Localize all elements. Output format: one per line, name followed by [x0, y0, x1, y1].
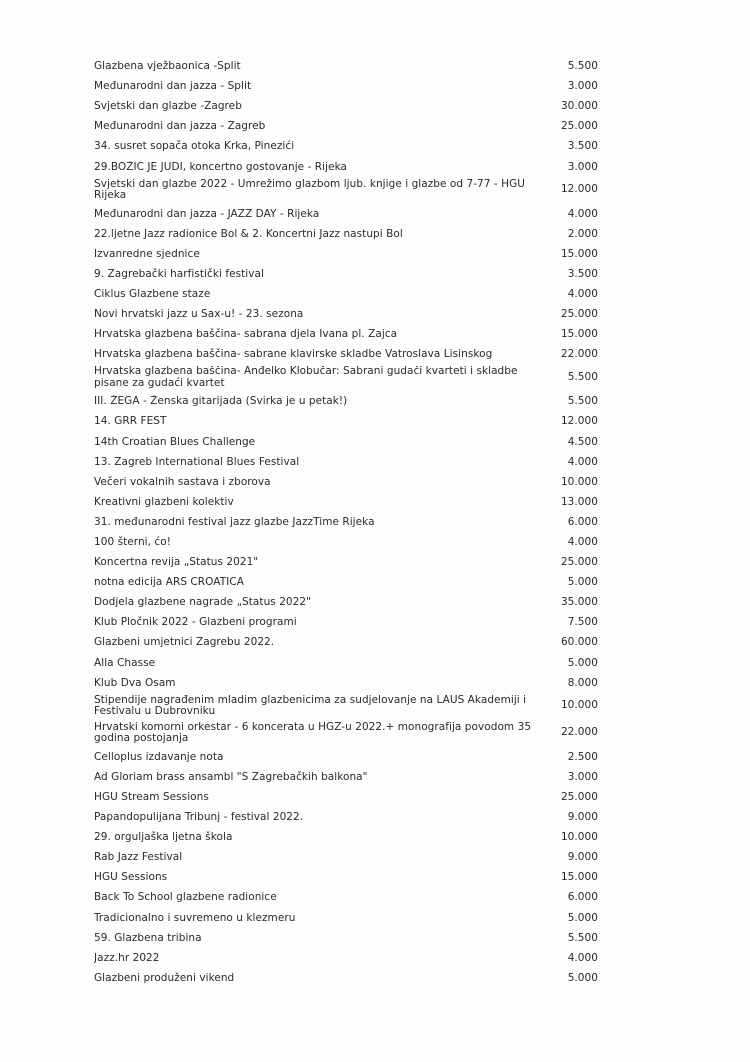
program-title: notna edicija ARS CROATICA: [94, 576, 244, 589]
list-row: [94, 324, 598, 344]
program-title: 59. Glazbena tribina: [94, 931, 202, 944]
program-title: Glazbeni umjetnici Zagrebu 2022.: [94, 636, 275, 649]
list-row: [94, 284, 598, 304]
list-row: [94, 512, 598, 532]
program-title: 100 šterni, ćo!: [94, 536, 171, 549]
program-amount: 25.000: [560, 790, 598, 803]
program-title: Jazz.hr 2022: [94, 951, 160, 964]
program-amount: 5.000: [567, 656, 598, 669]
program-amount: 4.000: [567, 287, 598, 300]
list-row: [94, 693, 598, 720]
program-title: Novi hrvatski jazz u Sax-u! - 23. sezona: [94, 308, 304, 321]
list-row: [94, 177, 598, 204]
program-title: Večeri vokalnih sastava i zborova: [94, 475, 271, 488]
list-row: [94, 867, 598, 887]
list-row: [94, 364, 598, 391]
program-title: Hrvatska glazbena baščina- sabrana djela Ivana pl. Zajca: [94, 328, 398, 341]
list-row: [94, 968, 598, 988]
list-row: [94, 767, 598, 787]
list-row: [94, 653, 598, 673]
program-amount: 5.000: [567, 576, 598, 589]
list-row: [94, 391, 598, 411]
list-row: [94, 887, 598, 907]
program-title: Klub Dva Osam: [94, 676, 176, 689]
program-amount: 3.000: [567, 770, 598, 783]
program-amount: 3.000: [567, 160, 598, 173]
program-amount: 6.000: [567, 891, 598, 904]
program-amount: 4.000: [567, 951, 598, 964]
program-amount: 22.000: [560, 726, 598, 739]
program-amount: 7.500: [567, 616, 598, 629]
list-row: [94, 948, 598, 968]
list-row: [94, 592, 598, 612]
program-amount: 30.000: [560, 100, 598, 113]
list-row: [94, 76, 598, 96]
program-title: Svjetski dan glazbe 2022 - Umrežimo glazbom ljub. knjige i glazbe od 7-77 - HGU Rijeka: [94, 178, 526, 202]
program-amount: 9.000: [567, 851, 598, 864]
program-amount: 13.000: [560, 495, 598, 508]
program-amount: 15.000: [560, 247, 598, 260]
list-row: [94, 432, 598, 452]
program-amount: 15.000: [560, 328, 598, 341]
program-amount: 5.500: [567, 60, 598, 73]
program-title: Međunarodni dan jazza - Split: [94, 80, 252, 93]
program-amount: 5.000: [567, 911, 598, 924]
list-row: [94, 492, 598, 512]
program-title: 14. GRR FEST: [94, 415, 167, 428]
program-amount: 25.000: [560, 556, 598, 569]
list-row: [94, 452, 598, 472]
list-row: [94, 224, 598, 244]
program-title: Papandopulijana Tribunj - festival 2022.: [94, 811, 304, 824]
list-row: [94, 612, 598, 632]
program-title: Klub Pločnik 2022 - Glazbeni programi: [94, 616, 297, 629]
program-title: HGU Sessions: [94, 871, 168, 884]
program-title: Hrvatska glazbena baščina- sabrane klavirske skladbe Vatroslava Lisinskog: [94, 348, 493, 361]
program-title: 22.ljetne Jazz radionice Bol & 2. Koncertni Jazz nastupi Bol: [94, 227, 403, 240]
list-row: [94, 204, 598, 224]
program-title: Međunarodni dan jazza - JAZZ DAY - Rijeka: [94, 207, 320, 220]
list-row: [94, 116, 598, 136]
program-amount: 10.000: [560, 475, 598, 488]
program-title: Tradicionalno i suvremeno u klezmeru: [94, 911, 296, 924]
program-amount: 2.500: [567, 750, 598, 763]
program-title: 34. susret sopača otoka Krka, Pinezići: [94, 140, 295, 153]
program-amount: 4.000: [567, 455, 598, 468]
list-row: [94, 56, 598, 76]
program-amount: 8.000: [567, 676, 598, 689]
program-title: Međunarodni dan jazza - Zagreb: [94, 120, 266, 133]
list-row: [94, 572, 598, 592]
program-amount: 2.000: [567, 227, 598, 240]
program-title: HGU Stream Sessions: [94, 790, 209, 803]
list-row: [94, 787, 598, 807]
program-title: Ad Gloriam brass ansambl "S Zagrebačkih balkona": [94, 770, 368, 783]
program-title: 14th Croatian Blues Challenge: [94, 435, 256, 448]
program-title: Stipendije nagrađenim mladim glazbenicima za sudjelovanje na LAUS Akademiji i Festivalu u Dubrovniku: [94, 694, 527, 718]
list-row: [94, 244, 598, 264]
list-row: [94, 928, 598, 948]
program-title: Rab Jazz Festival: [94, 851, 183, 864]
program-title: 29. orguljaška ljetna škola: [94, 831, 233, 844]
program-title: Dodjela glazbene nagrade „Status 2022": [94, 596, 312, 609]
program-title: 29.BOŽIĆ JE JUDI, koncertno gostovanje - Rijeka: [94, 160, 348, 173]
program-title: Koncertna revija „Status 2021": [94, 556, 259, 569]
list-row: [94, 304, 598, 324]
list-row: [94, 720, 598, 747]
list-row: [94, 827, 598, 847]
list-row: [94, 907, 598, 927]
list-row: [94, 156, 598, 176]
program-amount: 3.000: [567, 80, 598, 93]
program-title: Glazbeni produženi vikend: [94, 971, 235, 984]
program-amount: 10.000: [560, 699, 598, 712]
program-amount: 5.000: [567, 971, 598, 984]
program-amount: 4.000: [567, 536, 598, 549]
program-title: Hrvatski komorni orkestar - 6 koncerata u HGZ-u 2022.+ monografija povodom 35 godina postojanja: [94, 721, 532, 745]
program-title: 9. Zagrebački harfistički festival: [94, 267, 264, 280]
program-amount: 25.000: [560, 120, 598, 133]
program-title: Back To School glazbene radionice: [94, 891, 277, 904]
list-row: [94, 96, 598, 116]
program-amount: 10.000: [560, 831, 598, 844]
funding-list: [94, 56, 598, 988]
list-row: [94, 747, 598, 767]
program-title: Hrvatska glazbena baščina- Anđelko Klobučar: Sabrani gudači kvarteti i skladbe pisane za gudaći kvartet: [94, 366, 518, 389]
list-row: [94, 807, 598, 827]
program-title: Celloplus izdavanje nota: [94, 750, 224, 763]
list-row: [94, 136, 598, 156]
program-amount: 35.000: [560, 596, 598, 609]
program-title: Ciklus Glazbene staze: [94, 287, 211, 300]
program-title: 31. međunarodni festival jazz glazbe JazzTime Rijeka: [94, 515, 375, 528]
program-amount: 3.500: [567, 267, 598, 280]
list-row: [94, 411, 598, 431]
program-title: Izvanredne sjednice: [94, 247, 200, 260]
program-amount: 15.000: [560, 871, 598, 884]
list-row: [94, 673, 598, 693]
program-title: Glazbena vježbaonica -Split: [94, 60, 241, 73]
program-title: Alla Chasse: [94, 656, 156, 669]
program-amount: 5.500: [567, 931, 598, 944]
program-amount: 9.000: [567, 811, 598, 824]
program-title: 13. Zagreb International Blues Festival: [94, 455, 300, 468]
program-amount: 12.000: [560, 415, 598, 428]
program-amount: 60.000: [560, 636, 598, 649]
program-amount: 4.500: [567, 435, 598, 448]
program-title: Svjetski dan glazbe -Zagreb: [94, 100, 242, 113]
program-title: Kreativni glazbeni kolektiv: [94, 495, 234, 508]
program-amount: 5.500: [567, 371, 598, 384]
program-amount: 25.000: [560, 308, 598, 321]
program-title: III. ŽEGA - Ženska gitarijada (Svirka je u petak!): [94, 395, 348, 408]
program-amount: 4.000: [567, 207, 598, 220]
program-amount: 22.000: [560, 348, 598, 361]
list-row: [94, 632, 598, 652]
list-row: [94, 847, 598, 867]
program-amount: 12.000: [560, 183, 598, 196]
list-row: [94, 472, 598, 492]
program-amount: 5.500: [567, 395, 598, 408]
program-amount: 6.000: [567, 515, 598, 528]
list-row: [94, 344, 598, 364]
program-amount: 3.500: [567, 140, 598, 153]
list-row: [94, 264, 598, 284]
list-row: [94, 532, 598, 552]
list-row: [94, 552, 598, 572]
